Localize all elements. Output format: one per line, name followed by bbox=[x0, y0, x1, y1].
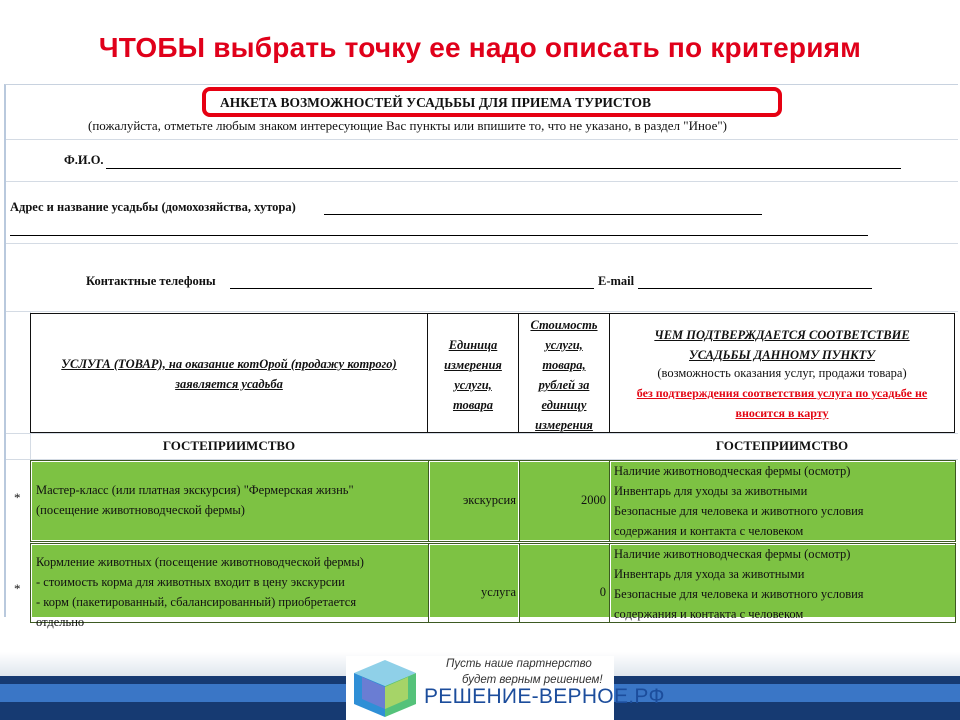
col-price-line-1: Стоимость bbox=[530, 318, 598, 332]
fio-field[interactable] bbox=[106, 168, 901, 169]
slide-title: ЧТОБЫ выбрать точку ее надо описать по критериям bbox=[98, 32, 862, 63]
grid-line bbox=[6, 181, 958, 182]
col-confirm-warning-line-1: без подтверждения соответствия услуга по усадьбе не bbox=[636, 386, 928, 400]
col-confirm-line-1: ЧЕМ ПОДТВЕРЖДАЕТСЯ СООТВЕТСТВИЕ bbox=[654, 328, 910, 342]
highlight-box bbox=[202, 87, 782, 117]
footer-slogan-line-1: Пусть наше партнерство bbox=[446, 658, 592, 670]
section-title-right: ГОСТЕПРИИМСТВО bbox=[715, 438, 849, 453]
row-1-confirm-line-4: содержания и контакта с человеком bbox=[614, 524, 804, 538]
row-1-confirm-line-3: Безопасные для человека и животного условия bbox=[614, 504, 864, 518]
col-service-line-2: заявляется усадьба bbox=[175, 377, 283, 391]
row-2-service-line-4: отдельно bbox=[36, 615, 85, 629]
col-unit-line-4: товара bbox=[452, 398, 494, 412]
phones-field[interactable] bbox=[230, 288, 594, 289]
col-price-line-5: единицу bbox=[541, 398, 587, 412]
grid-line bbox=[6, 311, 958, 312]
fio-label: Ф.И.О. bbox=[64, 153, 104, 167]
row-2-service-line-1: Кормление животных (посещение животноводческой фермы) bbox=[36, 555, 364, 569]
form-subtitle: (пожалуйста, отметьте любым знаком интересующие Вас пункты или впишите то, что не указано, в раздел "Иное") bbox=[88, 118, 727, 133]
row-1-unit: экскурсия bbox=[462, 493, 516, 507]
col-unit-line-3: услуги, bbox=[454, 378, 492, 392]
footer-slogan-line-2: будет верным решением! bbox=[462, 674, 603, 686]
section-title-left: ГОСТЕПРИИМСТВО bbox=[162, 438, 296, 453]
cube-logo-icon bbox=[350, 657, 420, 719]
grid-line bbox=[6, 243, 958, 244]
col-confirm-warning-line-2: вносится в карту bbox=[735, 406, 829, 420]
address-label: Адрес и название усадьбы (домохозяйства, хутора) bbox=[10, 200, 296, 214]
col-confirm-line-2: УСАДЬБЫ ДАННОМУ ПУНКТУ bbox=[689, 348, 875, 362]
col-unit-line-2: измерения bbox=[444, 358, 502, 372]
address-field-line-2[interactable] bbox=[10, 235, 868, 236]
row-2-confirm-line-1: Наличие животноводческая фермы (осмотр) bbox=[614, 547, 851, 561]
col-price-line-4: рублей за bbox=[538, 378, 590, 392]
row-2-confirm-line-3: Безопасные для человека и животного условия bbox=[614, 587, 864, 601]
col-price-line-6: измерения bbox=[535, 418, 593, 432]
row-2-service-line-3: - корм (пакетированный, сбалансированный) приобретается bbox=[36, 595, 357, 609]
col-unit-line-1: Единица bbox=[448, 338, 498, 352]
col-service-line-1: УСЛУГА (ТОВАР), на оказание котОрой (продажу котрого) bbox=[61, 357, 397, 371]
spreadsheet-form bbox=[4, 84, 958, 629]
row-1-service-line-2: (посещение животноводческой фермы) bbox=[36, 503, 245, 517]
row-2-confirm-line-2: Инвентарь для ухода за животными bbox=[614, 567, 805, 581]
row-2-price: 0 bbox=[599, 585, 606, 599]
row-1-confirm-line-2: Инвентарь для уходы за животными bbox=[614, 484, 808, 498]
grid-line bbox=[6, 433, 958, 434]
footer-brand[interactable]: РЕШЕНИЕ-ВЕРНОЕ.РФ bbox=[424, 685, 665, 708]
col-confirm-note: (возможность оказания услуг, продажи товара) bbox=[657, 366, 907, 380]
row-2-unit: услуга bbox=[481, 585, 516, 599]
grid-line bbox=[6, 139, 958, 140]
col-price-line-2: услуги, bbox=[545, 338, 583, 352]
row-2-service-line-2: - стоимость корма для животных входит в цену экскурсии bbox=[36, 575, 345, 589]
row-2-confirm-line-4: содержания и контакта с человеком bbox=[614, 607, 804, 621]
email-field[interactable] bbox=[638, 288, 872, 289]
row-marker: * bbox=[14, 490, 21, 505]
row-1-confirm-line-1: Наличие животноводческая фермы (осмотр) bbox=[614, 464, 851, 478]
row-marker: * bbox=[14, 581, 21, 596]
row-1-service-line-1: Мастер-класс (или платная экскурсия) "Фермерская жизнь" bbox=[36, 483, 354, 497]
col-price-line-3: товара, bbox=[542, 358, 586, 372]
address-field[interactable] bbox=[324, 214, 762, 215]
email-label: E-mail bbox=[598, 274, 635, 288]
form-title: АНКЕТА ВОЗМОЖНОСТЕЙ УСАДЬБЫ ДЛЯ ПРИЕМА ТУРИСТОВ bbox=[220, 95, 652, 110]
row-1-price: 2000 bbox=[581, 493, 606, 507]
phones-label: Контактные телефоны bbox=[86, 274, 216, 288]
